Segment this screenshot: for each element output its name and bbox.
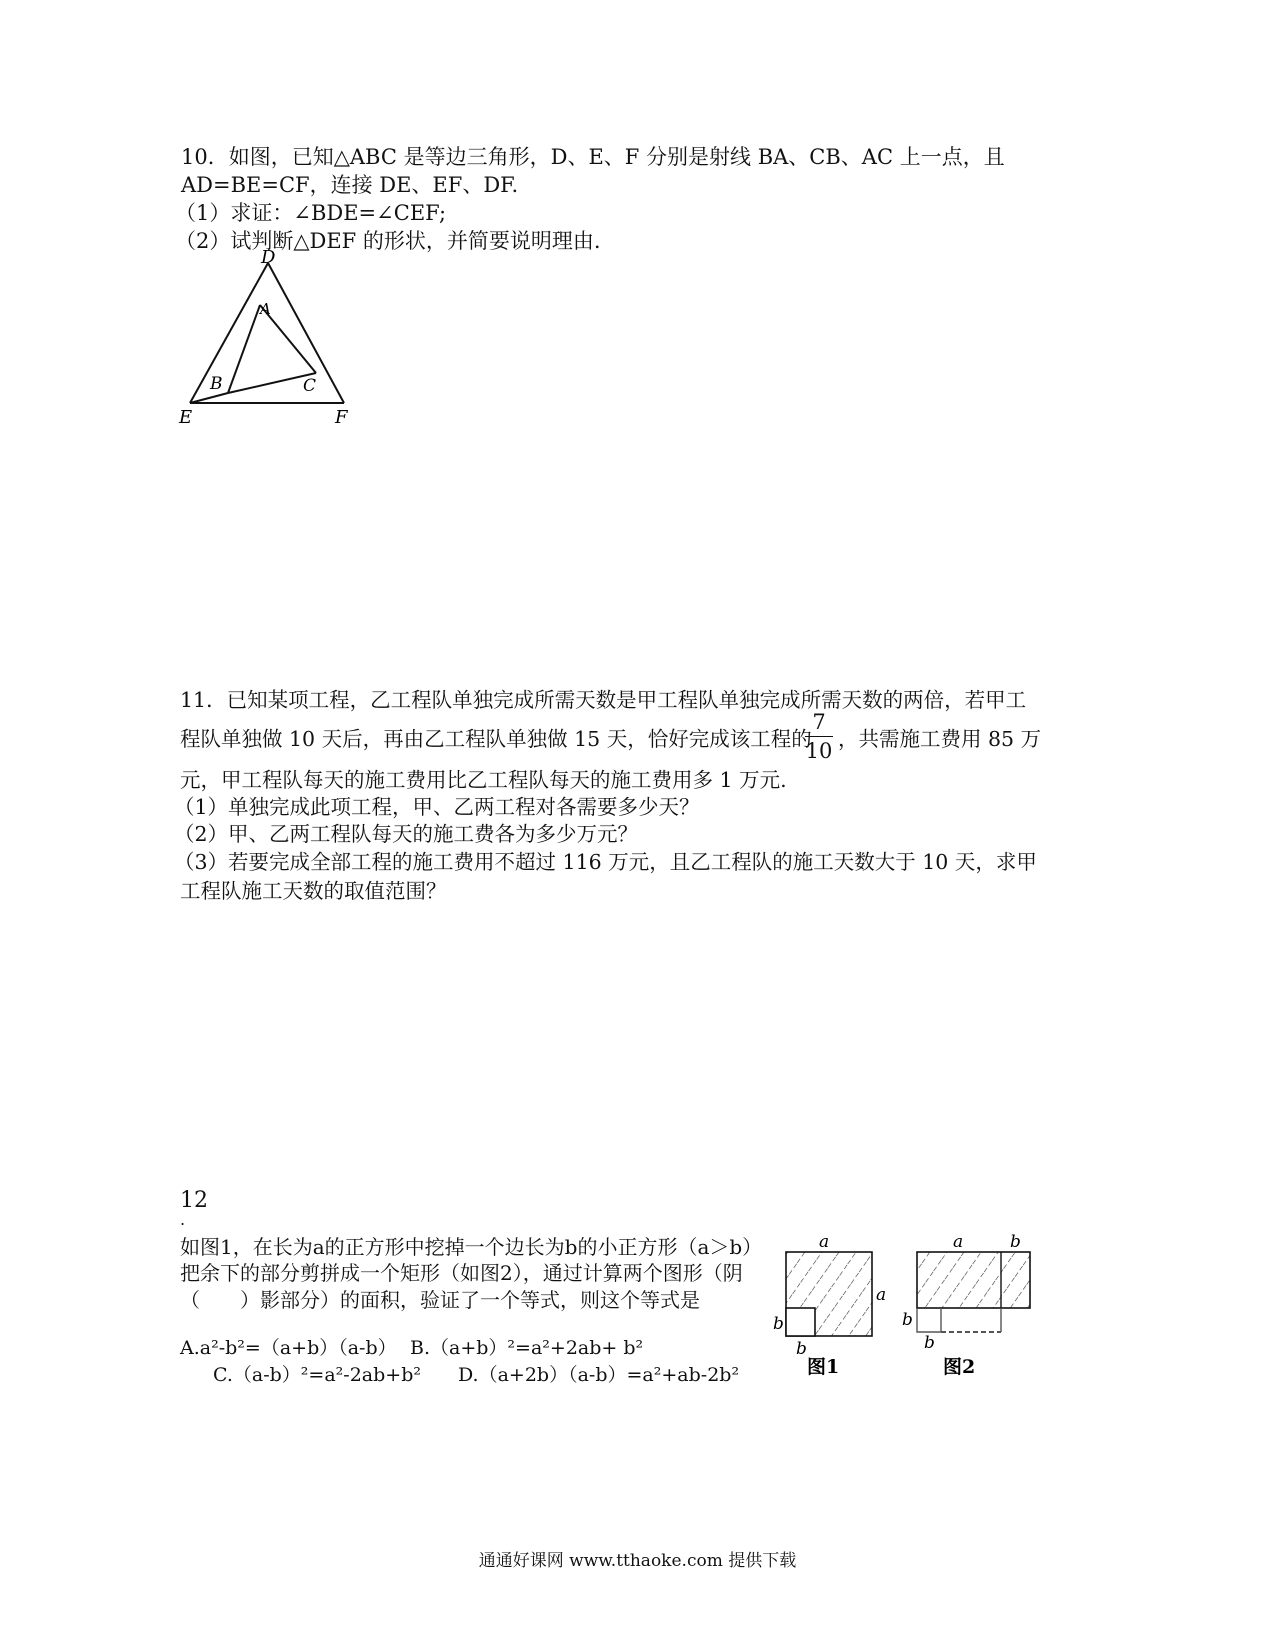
fraction-denominator: 10 — [805, 739, 833, 763]
small-square — [786, 1308, 815, 1336]
fig2-label-b-bottom: b — [924, 1333, 935, 1353]
q12-dot: . — [180, 1210, 186, 1229]
q11-line-2b: ，共需施工费用 85 万 — [838, 727, 1042, 751]
fig1-caption: 图1 — [807, 1356, 840, 1378]
q11-part-2: （2）甲、乙两工程队每天的施工费各为多少万元？ — [174, 822, 639, 846]
label-b: B — [210, 374, 223, 394]
fig1-label-b-bottom: b — [796, 1339, 807, 1359]
q10-part-2: （2）试判断△DEF 的形状，并简要说明理由. — [175, 229, 601, 253]
q10-line-2: AD=BE=CF，连接 DE、EF、DF. — [181, 173, 519, 197]
label-a: A — [260, 300, 271, 318]
q12-figure-1 — [770, 1228, 900, 1388]
q12-line-1: 如图1，在长为a的正方形中挖掉一个边长为b的小正方形（a＞b） — [180, 1235, 763, 1259]
rectangle — [917, 1252, 1030, 1308]
q12-option-d: D.（a+2b）（a-b）=a²+ab-2b² — [458, 1364, 740, 1386]
segment-ab — [228, 305, 260, 393]
label-f: F — [335, 407, 348, 428]
fig2-label-b-top: b — [1010, 1232, 1021, 1252]
q10-line-1: 10．如图，已知△ABC 是等边三角形，D、E、F 分别是射线 BA、CB、AC 上一点，且 — [181, 145, 1005, 169]
fraction-bar — [805, 736, 833, 737]
segment-de — [190, 263, 268, 403]
label-d: D — [261, 247, 276, 268]
q11-line-3: 元，甲工程队每天的施工费用比乙工程队每天的施工费用多 1 万元. — [180, 768, 787, 792]
q11-part-3a: （3）若要完成全部工程的施工费用不超过 116 万元，且乙工程队的施工天数大于 10 天，求甲 — [174, 850, 1037, 874]
fraction-numerator: 7 — [812, 710, 826, 734]
q12-option-c: C.（a-b）²=a²-2ab+b² — [213, 1364, 421, 1386]
q11-line-2a: 程队单独做 10 天后，再由乙工程队单独做 15 天，恰好完成该工程的 — [180, 727, 812, 751]
q11-fraction — [802, 710, 836, 763]
fig1-label-a-right: a — [876, 1285, 887, 1305]
q11-line-1: 11．已知某项工程，乙工程队单独完成所需天数是甲工程队单独完成所需天数的两倍，若甲工 — [180, 688, 1027, 712]
fig2-caption: 图2 — [943, 1356, 976, 1378]
q10-part-1: （1）求证：∠BDE=∠CEF; — [175, 201, 447, 225]
q12-line-2: 把余下的部分剪拼成一个矩形（如图2），通过计算两个图形（阴 — [180, 1261, 743, 1285]
page-footer: 通通好课网 www.tthaoke.com 提供下载 — [478, 1551, 797, 1571]
fig1-label-a-top: a — [819, 1232, 830, 1252]
fig1-label-b-left: b — [773, 1314, 784, 1334]
fig2-label-a-top: a — [953, 1232, 964, 1252]
label-c: C — [303, 376, 317, 396]
q11-part-1: （1）单独完成此项工程，甲、乙两工程对各需要多少天？ — [174, 795, 700, 819]
q12-figure-2 — [895, 1228, 1045, 1388]
q12-line-3: （ ）影部分）的面积，验证了一个等式，则这个等式是 — [180, 1288, 700, 1312]
q11-part-3b: 工程队施工天数的取值范围？ — [180, 879, 447, 903]
label-e: E — [179, 407, 193, 428]
fig2-label-b-left: b — [902, 1310, 913, 1330]
q12-number: 12 — [180, 1188, 208, 1213]
cut-square-outline — [917, 1308, 941, 1332]
q10-triangle-figure — [170, 245, 370, 435]
q12-option-a: A.a²-b²=（a+b）（a-b） — [180, 1337, 397, 1359]
q12-option-b: B.（a+b）²=a²+2ab+ b² — [410, 1337, 644, 1359]
